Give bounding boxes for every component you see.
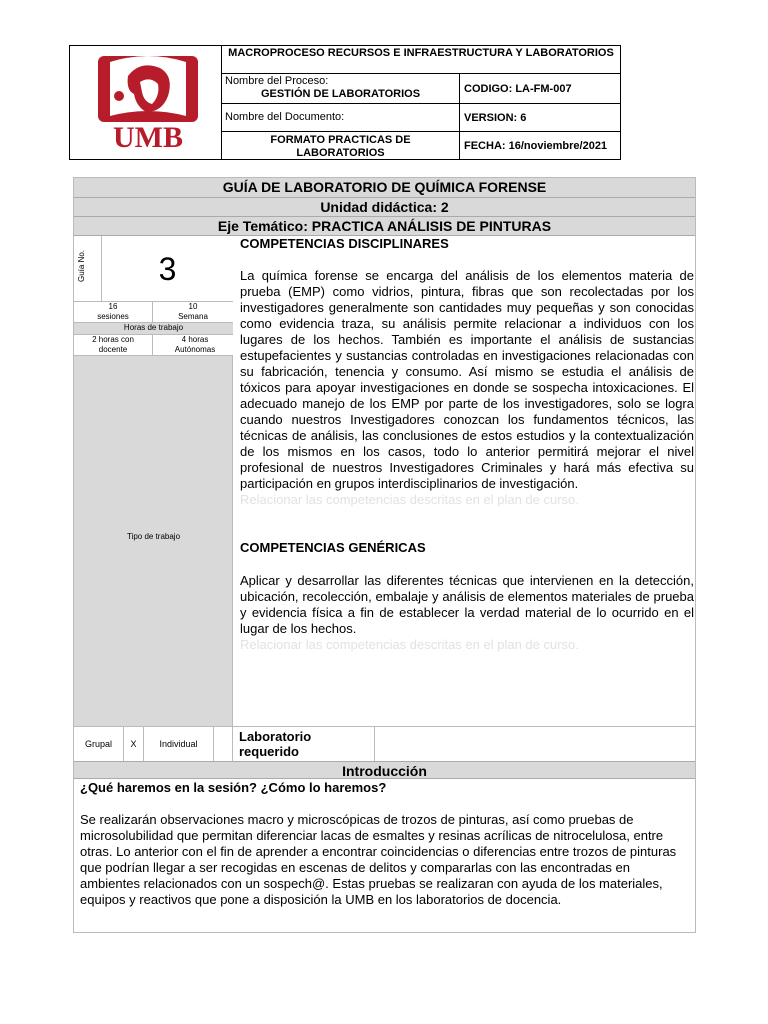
guide-info-column (74, 236, 233, 726)
introduccion-question: ¿Qué haremos en la sesión? ¿Cómo lo haremos? (80, 780, 387, 795)
proceso-label: Nombre del Proceso: (225, 75, 329, 87)
svg-text:UMB: UMB (113, 121, 183, 154)
introduccion-title: Introducción (74, 761, 695, 779)
macroproceso-title: MACROPROCESO RECURSOS E INFRAESTRUCTURA Y LABORATORIOS (222, 46, 620, 74)
guia-no-label: Guía No. (74, 236, 102, 302)
grupal-label: Grupal (74, 727, 124, 761)
proceso-value: GESTIÓN DE LABORATORIOS (260, 88, 421, 100)
fecha-value: FECHA: 16/noviembre/2021 (464, 140, 608, 152)
documento-label: Nombre del Documento: (222, 104, 460, 131)
individual-mark (214, 727, 233, 761)
unidad-didactica: Unidad didáctica: 2 (74, 198, 695, 217)
codigo-value: CODIGO: LA-FM-007 (464, 82, 572, 95)
guide-title: GUÍA DE LABORATORIO DE QUÍMICA FORENSE (74, 178, 695, 198)
competencias-genericas-title: COMPETENCIAS GENÉRICAS (240, 540, 426, 555)
individual-label: Individual (144, 727, 214, 761)
horas-docente: 2 horas con docente (74, 335, 153, 356)
competencias-disciplinares-title: COMPETENCIAS DISCIPLINARES (240, 236, 449, 251)
laboratorio-requerido-label: Laboratorio requerido (233, 727, 375, 761)
placeholder-text: Relacionar las competencias descritas en el plan de curso. (240, 637, 579, 652)
horas-autonomas: 4 horas Autónomas (153, 335, 233, 356)
documento-value: FORMATO PRACTICAS DE LABORATORIOS (270, 134, 411, 159)
semana-cell: 10 Semana (153, 302, 233, 323)
lab-guide-sheet (73, 177, 696, 933)
version-value: VERSION: 6 (464, 111, 527, 124)
sesiones-cell: 16 sesiones (74, 302, 153, 323)
tipo-trabajo-label: Tipo de trabajo (126, 532, 181, 541)
competencias-section (240, 236, 694, 653)
eje-tematico: Eje Temático: PRACTICA ANÁLISIS DE PINTURAS (74, 217, 695, 236)
document-header (69, 45, 621, 160)
competencias-genericas-text: Aplicar y desarrollar las diferentes técnicas que intervienen en la detección, ubicación, recolección, embalaje y análisis de elementos materiales de prueba y evidencia física a fin de establecer la verdad material de lo ocurrido en el lugar de los hechos. (240, 573, 694, 636)
introduccion-text: Se realizarán observaciones macro y microscópicas de trozos de pinturas, así como pruebas de microsolubilidad que permitan diferenciar lacas de esmaltes y resinas acrílicas de nitrocelulosa, entre otras. Lo anterior con el fin de aprender a encontrar coincidencias o diferencias entre trozos de pinturas que podrían llegar a ser recogidas en escenas de delitos y compararlas con las encontradas en ambientes relacionados con un sospech@. Estas pruebas se realizaran con ayuda de los materiales, equipos y reactivos que pone a disposición la UMB en los laboratorios de docencia. (80, 812, 677, 907)
placeholder-text: Relacionar las competencias descritas en el plan de curso. (240, 492, 579, 507)
proceso-row (222, 74, 620, 104)
formato-row (222, 132, 620, 160)
guia-number: 3 (102, 236, 233, 302)
documento-row (222, 104, 620, 132)
trabajo-row (74, 726, 695, 761)
umb-logo (70, 46, 222, 159)
competencias-disciplinares-text: La química forense se encarga del análisis de los elementos materia de prueba (EMP) como vidrios, pintura, fibras que son recolectadas por los investigadores generalmente son cantidades muy pequeñas y son conocidas como evidencia traza, su análisis permite relacionar a individuos con los lugares de los hechos. También es importante el análisis de sustancias estupefacientes y sustancias controladas en investigaciones relacionadas con su fabricación, tenencia y consumo. Así mismo se estudia el análisis de tóxicos para apoyar investigaciones en donde se sospecha intoxicaciones. El adecuado manejo de los EMP por parte de los investigadores, solo se logra cuando nuestros Investigadores conozcan los fundamentos técnicos, las técnicas de análisis, las conclusiones de estos estudios y la contextualización de los mismos en los casos, todo lo anterior permitirá mejorar el nivel profesional de nuestros Investigadores Criminales y hará más efectiva su participación en grupos interdisciplinarios de investigación. (240, 268, 694, 491)
grupal-mark: X (124, 727, 144, 761)
horas-trabajo-label: Horas de trabajo (74, 323, 233, 335)
